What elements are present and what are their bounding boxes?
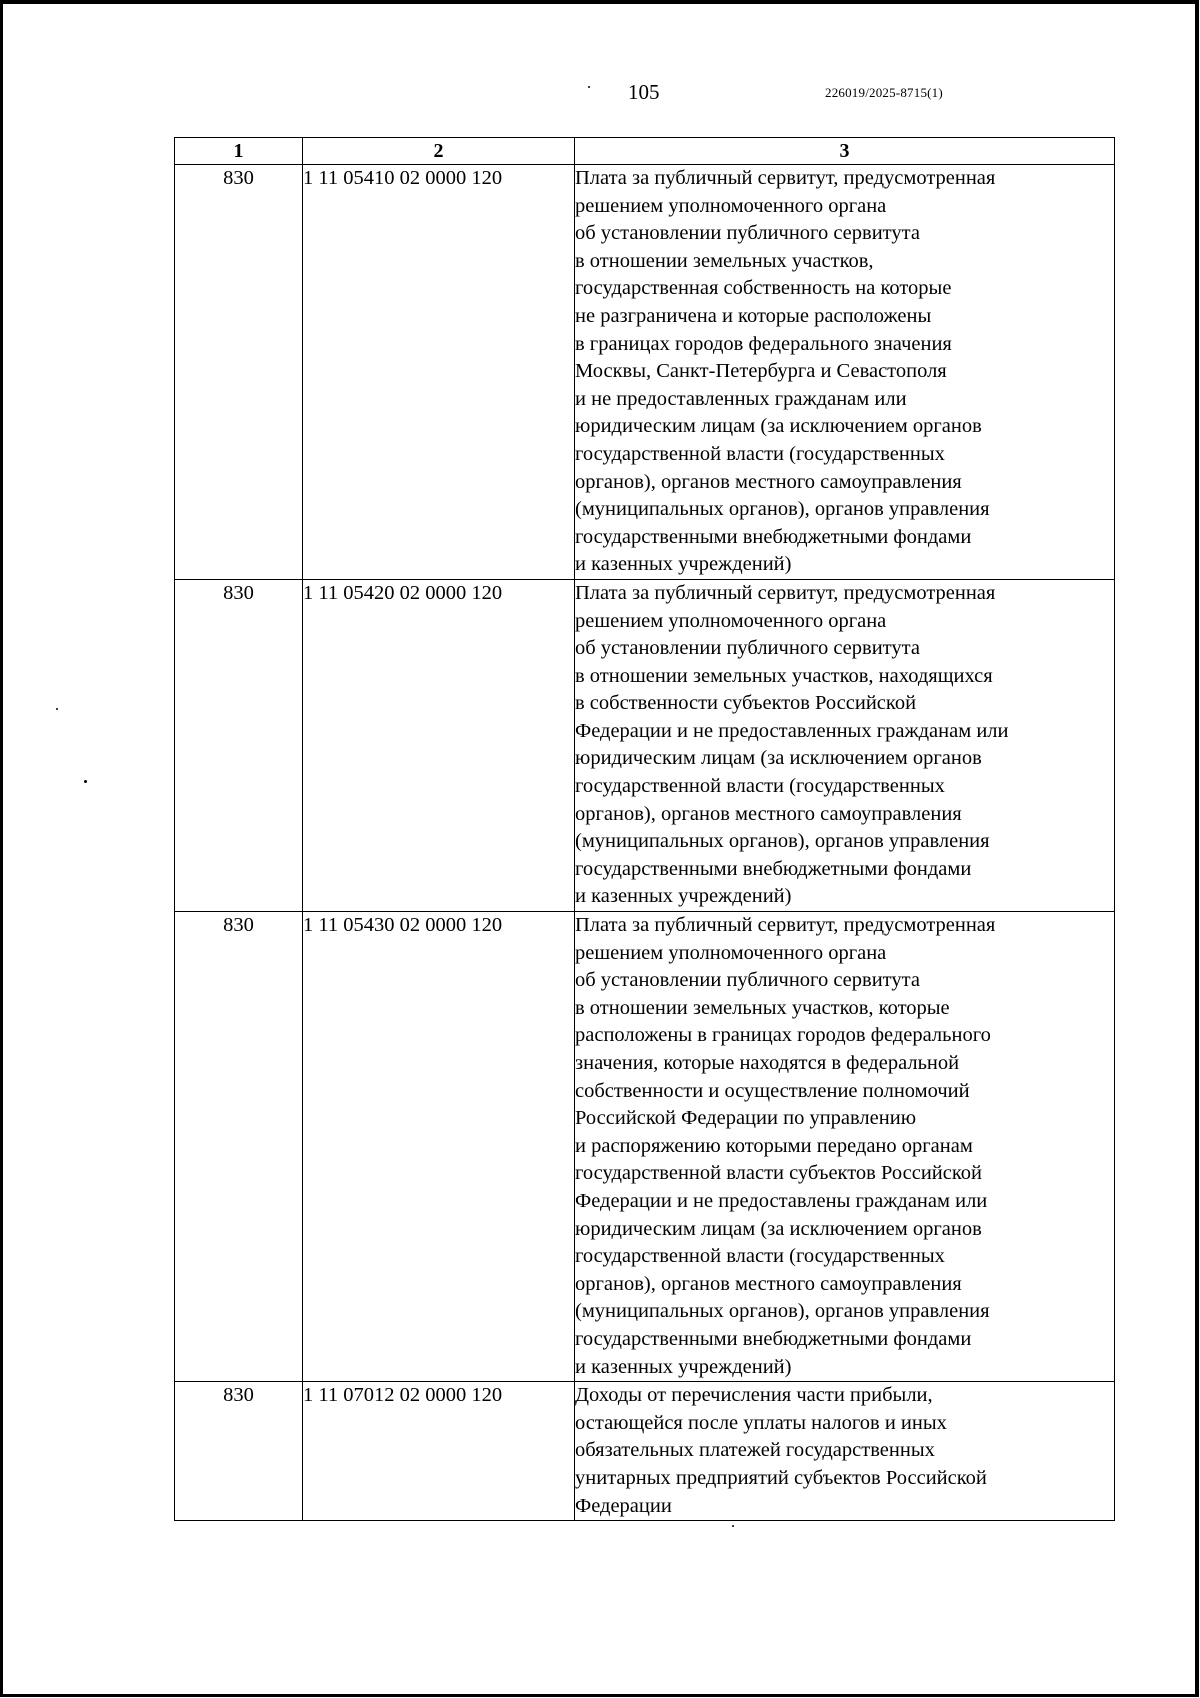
column-header-3: 3 — [575, 138, 1115, 165]
document-table — [174, 137, 1115, 1521]
description-line: и казенных учреждений) — [575, 885, 792, 908]
description-line: остающейся после уплаты налогов и иных — [575, 1411, 947, 1434]
description-line: об установлении публичного сервитута — [575, 969, 920, 992]
description-line: государственными внебюджетными фондами — [575, 1327, 972, 1350]
document-id: 226019/2025-8715(1) — [825, 85, 943, 100]
revenue-description-cell — [575, 165, 1115, 580]
description-line: в отношении земельных участков, которые — [575, 996, 950, 1019]
table-header-row — [175, 138, 1115, 165]
page-number: 105 — [628, 80, 660, 104]
administrator-code-cell: 830 — [175, 1382, 303, 1521]
description-line: государственной власти (государственных — [575, 1245, 945, 1268]
administrator-code-cell: 830 — [175, 912, 303, 1382]
revenue-description-cell — [575, 1382, 1115, 1521]
description-line: Федерации — [575, 1494, 672, 1517]
description-line: Федерации и не предоставленных гражданам или — [575, 719, 1009, 742]
description-line: государственными внебюджетными фондами — [575, 857, 972, 880]
description-line: (муниципальных органов), органов управления — [575, 498, 990, 521]
description-line: (муниципальных органов), органов управления — [575, 1300, 990, 1323]
description-line: об установлении публичного сервитута — [575, 637, 920, 660]
table-row — [175, 912, 1115, 1382]
column-header-1: 1 — [175, 138, 303, 165]
description-line: расположены в границах городов федерального — [575, 1024, 991, 1047]
revenue-code-cell: 1 11 07012 02 0000 120 — [303, 1382, 575, 1521]
description-line: об установлении публичного сервитута — [575, 222, 920, 245]
description-line: Плата за публичный сервитут, предусмотренная — [575, 167, 996, 189]
description-line: в собственности субъектов Российской — [575, 692, 917, 715]
description-line: и казенных учреждений) — [575, 553, 792, 576]
description-line: значения, которые находятся в федеральной — [575, 1052, 960, 1074]
description-line: государственными внебюджетными фондами — [575, 525, 972, 548]
description-line: обязательных платежей государственных — [575, 1439, 935, 1462]
description-line: юридическим лицам (за исключением органов — [575, 1217, 982, 1240]
description-line: Российской Федерации по управлению — [575, 1107, 917, 1130]
description-line: Федерации и не предоставлены гражданам или — [575, 1189, 988, 1212]
scan-speck — [588, 86, 590, 88]
description-line: и казенных учреждений) — [575, 1355, 792, 1378]
description-line: государственная собственность на которые — [575, 277, 952, 300]
scan-speck — [84, 780, 87, 783]
revenue-code-cell: 1 11 05430 02 0000 120 — [303, 912, 575, 1382]
scan-speck — [56, 708, 58, 710]
table-row — [175, 579, 1115, 911]
description-line: государственной власти субъектов Российской — [575, 1162, 983, 1185]
description-line: Плата за публичный сервитут, предусмотренная — [575, 914, 996, 937]
revenue-code-cell: 1 11 05410 02 0000 120 — [303, 165, 575, 580]
revenue-description-cell — [575, 912, 1115, 1382]
description-line: в границах городов федерального значения — [575, 332, 952, 355]
description-line: решением уполномоченного органа — [575, 941, 887, 964]
description-line: решением уполномоченного органа — [575, 609, 887, 632]
description-line: и распоряжению которыми передано органам — [575, 1134, 973, 1157]
description-line: государственной власти (государственных — [575, 442, 945, 465]
description-line: в отношении земельных участков, находящихся — [575, 664, 993, 687]
description-line: собственности и осуществление полномочий — [575, 1079, 970, 1102]
description-line: органов), органов местного самоуправления — [575, 802, 962, 825]
revenue-description-cell — [575, 579, 1115, 911]
description-line: Плата за публичный сервитут, предусмотренная — [575, 581, 996, 604]
description-line: не разграничена и которые расположены — [575, 304, 932, 327]
description-line: (муниципальных органов), органов управления — [575, 830, 990, 853]
description-line: Доходы от перечисления части прибыли, — [575, 1384, 933, 1407]
description-line: в отношении земельных участков, — [575, 249, 874, 272]
description-line: и не предоставленных гражданам или — [575, 387, 907, 410]
revenue-code-cell: 1 11 05420 02 0000 120 — [303, 579, 575, 911]
description-line: унитарных предприятий субъектов Российской — [575, 1466, 987, 1489]
table-row — [175, 165, 1115, 580]
administrator-code-cell: 830 — [175, 579, 303, 911]
column-header-2: 2 — [303, 138, 575, 165]
description-line: органов), органов местного самоуправления — [575, 1272, 962, 1295]
description-line: юридическим лицам (за исключением органов — [575, 747, 982, 770]
table-body — [175, 165, 1115, 1521]
scan-speck — [732, 1525, 734, 1527]
description-line: Москвы, Санкт-Петербурга и Севастополя — [575, 360, 947, 383]
table-row — [175, 1382, 1115, 1521]
description-line: решением уполномоченного органа — [575, 194, 887, 217]
administrator-code-cell: 830 — [175, 165, 303, 580]
description-line: государственной власти (государственных — [575, 775, 945, 798]
description-line: юридическим лицам (за исключением органов — [575, 415, 982, 438]
description-line: органов), органов местного самоуправления — [575, 470, 962, 493]
